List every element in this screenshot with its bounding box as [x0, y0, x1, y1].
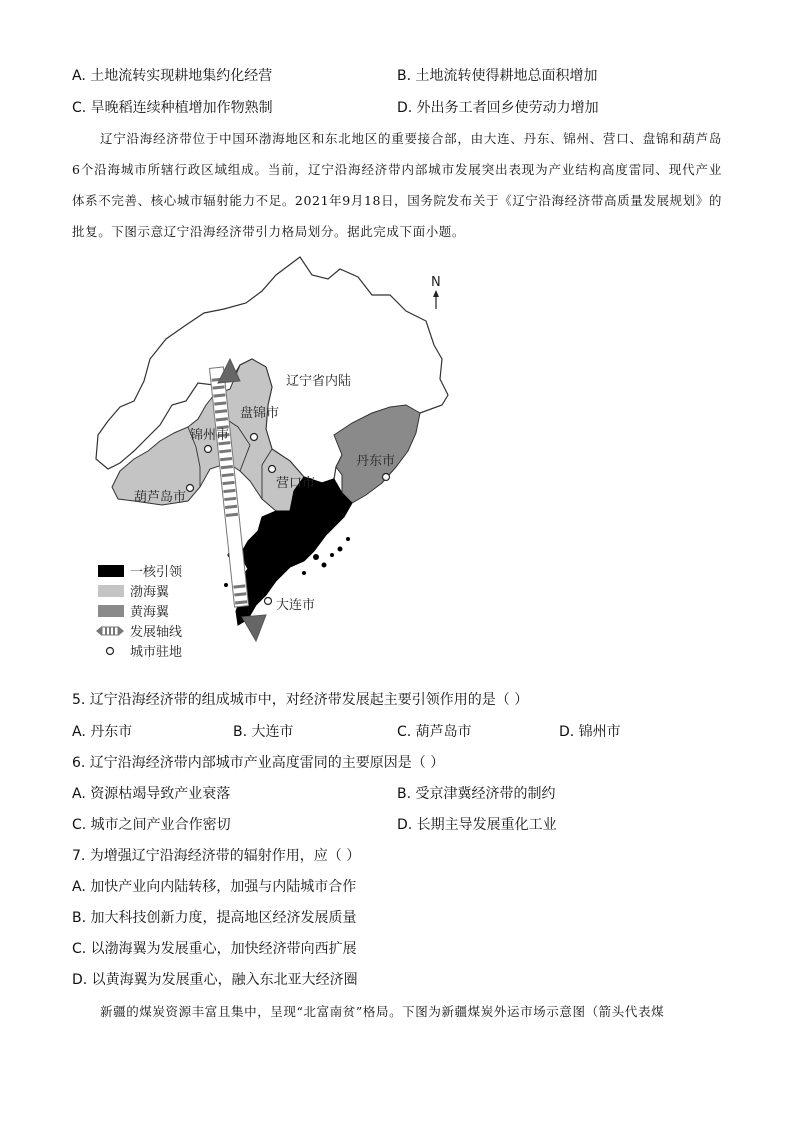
label-dandong: 丹东市 — [356, 454, 396, 469]
q6-stem: 6. 辽宁沿海经济带内部城市产业高度雷同的主要原因是（ ） — [72, 755, 445, 771]
island — [224, 583, 228, 587]
q7-option-a: A. 加快产业向内陆转移，加强与内陆城市合作 — [72, 879, 357, 895]
q7-stem: 7. 为增强辽宁沿海经济带的辐射作用，应（ ） — [72, 848, 361, 864]
q4-option-c: C. 旱晚稻连续种植增加作物熟制 — [72, 100, 273, 116]
q7-option-b: B. 加大科技创新力度，提高地区经济发展质量 — [72, 910, 357, 926]
island — [302, 571, 306, 575]
label-yingkou: 营口市 — [276, 476, 316, 491]
q5-stem: 5. 辽宁沿海经济带的组成城市中，对经济带发展起主要引领作用的是（ ） — [72, 692, 529, 708]
label-jinzhou: 锦州市 — [190, 428, 230, 443]
map-legend — [96, 564, 183, 660]
axis-arrow-south — [242, 615, 266, 641]
legend-core: 一核引领 — [130, 565, 183, 580]
city-point-dalian — [265, 598, 272, 605]
q4-option-a: A. 土地流转实现耕地集约化经营 — [72, 68, 273, 84]
city-point-jinzhou — [205, 446, 212, 453]
label-panjin: 盘锦市 — [240, 406, 280, 421]
q6-option-a: A. 资源枯竭导致产业衰落 — [72, 786, 231, 802]
city-point-huludao — [187, 485, 194, 492]
q6-option-b: B. 受京津冀经济带的制约 — [397, 786, 556, 802]
q7-option-c: C. 以渤海翼为发展重心，加快经济带向西扩展 — [72, 941, 357, 957]
legend-swatch-core — [98, 565, 124, 577]
city-point-yingkou — [269, 466, 276, 473]
next-material-text: 新疆的煤炭资源丰富且集中，呈现“北富南贫”格局。下图为新疆煤炭外运市场示意图（箭头代表煤 — [100, 1004, 665, 1019]
q5-option-b: B. 大连市 — [233, 724, 294, 740]
material-text: 辽宁沿海经济带位于中国环渤海地区和东北地区的重要接合部，由大连、丹东、锦州、营口、盘锦和葫芦岛6个沿海城市所辖行政区域组成。当前，辽宁沿海经济带内部城市发展突出表现为产业结构高度雷同、现代产业体系不完善、核心城市辐射能力不足。2021年9月18日，国务院发布关于《辽宁沿海经济带高质量发展规划》的批复。下图示意辽宁沿海经济带引力格局划分。据此完成下面小题。 — [72, 131, 722, 239]
north-label: N — [431, 275, 441, 290]
label-inland: 辽宁省内陆 — [286, 374, 352, 389]
legend-city: 城市驻地 — [130, 645, 183, 660]
city-point-panjin — [251, 434, 258, 441]
legend-bohai: 渤海翼 — [130, 585, 170, 600]
liaoning-coastal-map — [90, 255, 480, 675]
q6-option-d: D. 长期主导发展重化工业 — [397, 817, 557, 833]
q5-option-c: C. 葫芦岛市 — [397, 724, 472, 740]
legend-swatch-city — [107, 648, 114, 655]
label-dalian: 大连市 — [276, 598, 316, 613]
legend-axis: 发展轴线 — [130, 625, 183, 640]
island — [338, 547, 343, 552]
q7-option-d: D. 以黄海翼为发展重心，融入东北亚大经济圈 — [72, 972, 358, 988]
north-arrow — [431, 275, 441, 309]
legend-huanghai: 黄海翼 — [130, 605, 170, 620]
island — [313, 554, 319, 560]
island — [322, 563, 327, 568]
q4-option-d: D. 外出务工者回乡使劳动力增加 — [397, 100, 599, 116]
legend-swatch-axis — [96, 626, 124, 636]
q4-option-b: B. 土地流转使得耕地总面积增加 — [397, 68, 598, 84]
island — [346, 537, 350, 541]
q6-option-c: C. 城市之间产业合作密切 — [72, 817, 231, 833]
city-point-dandong — [383, 474, 390, 481]
legend-swatch-bohai — [98, 585, 124, 597]
q5-option-d: D. 锦州市 — [559, 724, 621, 740]
q5-option-a: A. 丹东市 — [72, 724, 133, 740]
island — [330, 553, 334, 557]
material-paragraph — [72, 123, 722, 247]
label-huludao: 葫芦岛市 — [134, 490, 187, 505]
legend-swatch-huanghai — [98, 605, 124, 617]
next-material-paragraph — [72, 996, 722, 1027]
